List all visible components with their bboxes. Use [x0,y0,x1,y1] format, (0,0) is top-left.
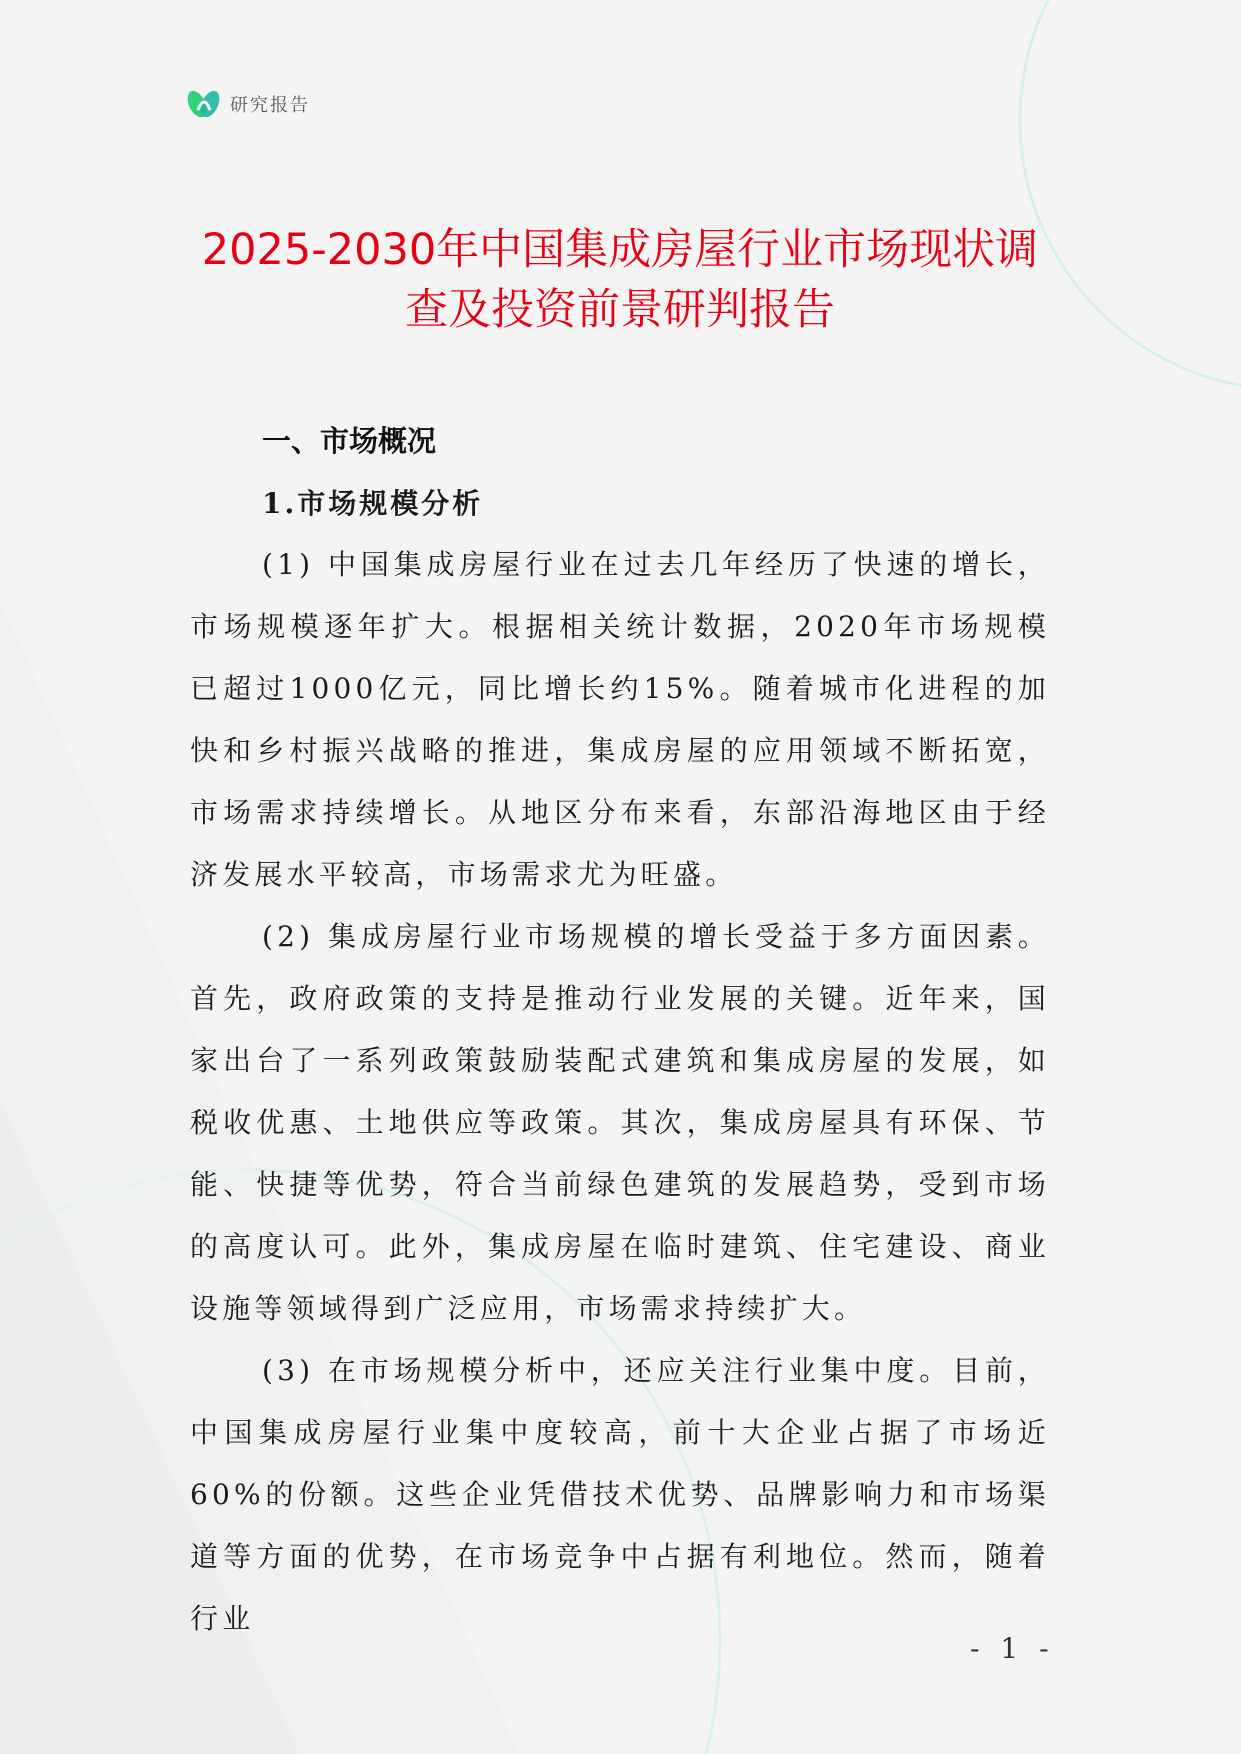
document-title [150,220,1090,340]
sub-heading: 1.市场规模分析 [262,487,484,520]
paragraph-2: (2) 集成房屋行业市场规模的增长受益于多方面因素。首先，政府政策的支持是推动行业发展的关键。近年来，国家出台了一系列政策鼓励装配式建筑和集成房屋的发展，如税收优惠、土地供应等政策。其次，集成房屋具有环保、节能、快捷等优势，符合当前绿色建筑的发展趋势，受到市场的高度认可。此外，集成房屋在临时建筑、住宅建设、商业设施等领域得到广泛应用，市场需求持续扩大。 [190,920,1050,1325]
header-brand [186,88,310,120]
brand-label: 研究报告 [230,95,310,116]
page-number: - 1 - [970,1632,1055,1665]
document-title-line-2: 查及投资前景研判报告 [405,285,835,335]
body-text [190,534,1050,1650]
paragraph-3: (3) 在市场规模分析中，还应关注行业集中度。目前，中国集成房屋行业集中度较高，前十大企业占据了市场近60%的份额。这些企业凭借技术优势、品牌影响力和市场渠道等方面的优势，在市场竞争中占据有利地位。然而，随着行业 [190,1354,1050,1635]
section-heading: 一、市场概况 [262,424,437,458]
paragraph-1: (1) 中国集成房屋行业在过去几年经历了快速的增长，市场规模逐年扩大。根据相关统计数据，2020年市场规模已超过1000亿元，同比增长约15%。随着城市化进程的加快和乡村振兴战略的推进，集成房屋的应用领域不断拓宽，市场需求持续增长。从地区分布来看，东部沿海地区由于经济发展水平较高，市场需求尤为旺盛。 [190,548,1050,891]
brand-logo-icon [186,88,222,120]
document-title-line-1: 2025-2030年中国集成房屋行业市场现状调 [201,225,1039,275]
